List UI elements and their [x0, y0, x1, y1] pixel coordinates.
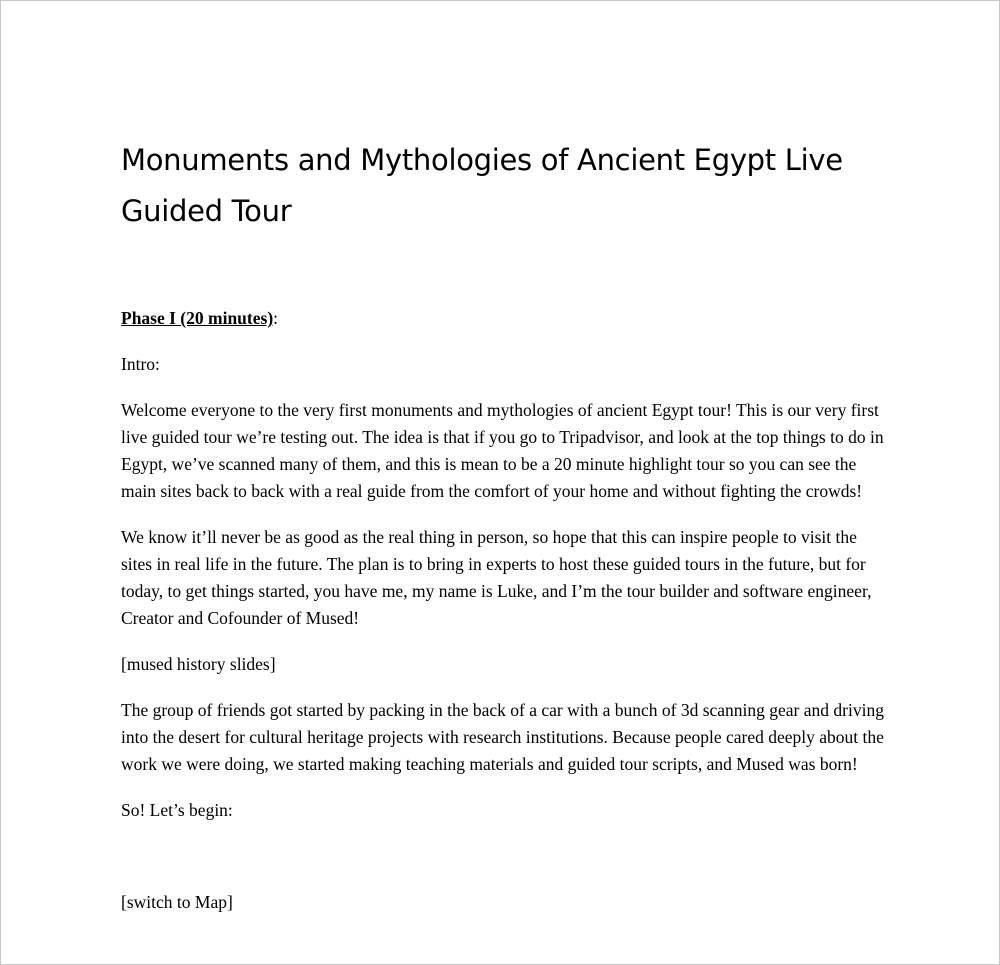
document-body [121, 351, 891, 935]
document-title: Monuments and Mythologies of Ancient Egypt Live Guided Tour [121, 143, 843, 228]
begin-paragraph: So! Let’s begin: [121, 800, 233, 820]
history-paragraph: The group of friends got started by packing in the back of a car with a bunch of 3d scanning gear and driving into the desert for cultural heritage projects with research institutions. Because people cared deeply about the work we were doing, we started making teaching materials and guided tour scripts, and Mused was born! [121, 700, 884, 774]
phase-heading [121, 305, 278, 332]
phase-heading-label: Phase I (20 minutes) [121, 308, 274, 328]
inspiration-paragraph: We know it’ll never be as good as the real thing in person, so hope that this can inspire people to visit the sites in real life in the future. The plan is to bring in experts to host these guided tours in the future, but for today, to get things started, you have me, my name is Luke, and I’m the tour builder and software engineer, Creator and Cofounder of Mused! [121, 527, 872, 628]
blank-line [121, 843, 891, 889]
intro-label: Intro: [121, 354, 160, 374]
document-content [121, 135, 891, 912]
map-cue: [switch to Map] [121, 892, 233, 912]
slides-cue: [mused history slides] [121, 654, 276, 674]
phase-heading-colon: : [273, 308, 279, 328]
welcome-paragraph: Welcome everyone to the very first monuments and mythologies of ancient Egypt tour! This is our very first live guided tour we’re testing out. The idea is that if you go to Tripadvisor, and look at the top things to do in Egypt, we’ve scanned many of them, and this is mean to be a 20 minute highlight tour so you can see the main sites back to back with a real guide from the comfort of your home and without fighting the crowds! [121, 400, 884, 501]
